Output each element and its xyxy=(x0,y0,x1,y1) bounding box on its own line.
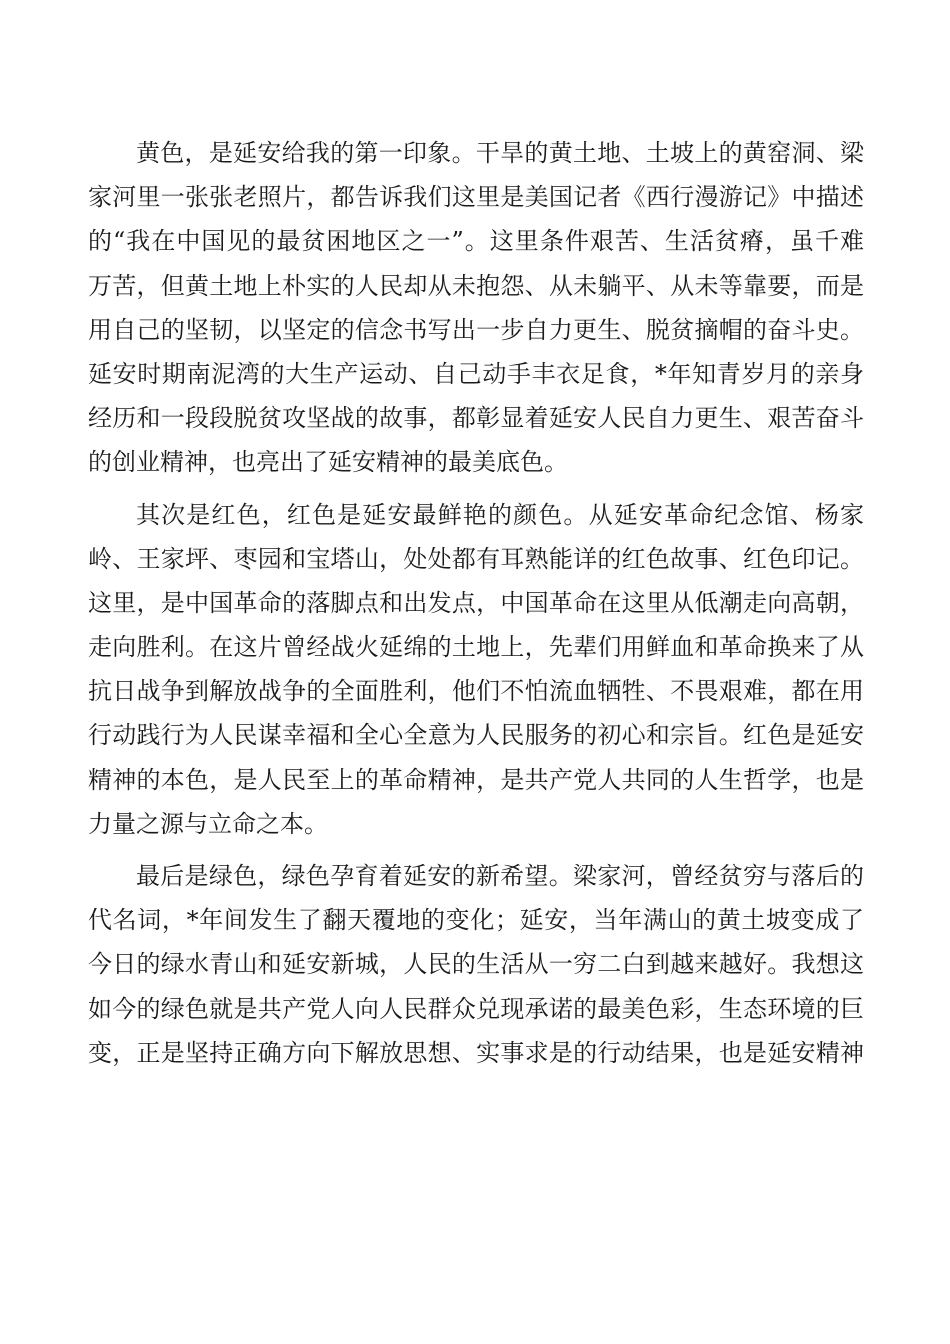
paragraph-line: 如今的绿色就是共产党人向人民群众兑现承诺的最美色彩，生态环境的巨 xyxy=(88,994,864,1023)
paragraph-line: 家河里一张张老照片，都告诉我们这里是美国记者《西行漫游记》中描述 xyxy=(88,183,864,212)
paragraph-green xyxy=(88,854,864,1075)
paragraph-line: 行动践行为人民谋幸福和全心全意为人民服务的初心和宗旨。红色是延安 xyxy=(88,721,864,750)
paragraph-line: 抗日战争到解放战争的全面胜利，他们不怕流血牺牲、不畏艰难，都在用 xyxy=(88,677,864,706)
paragraph-red xyxy=(88,493,864,847)
paragraph-line: 延安时期南泥湾的大生产运动、自己动手丰衣足食，*年知青岁月的亲身 xyxy=(88,359,864,388)
paragraph-line: 万苦，但黄土地上朴实的人民却从未抱怨、从未躺平、从未等靠要，而是 xyxy=(88,271,864,300)
paragraph-yellow xyxy=(88,131,864,485)
paragraph-line: 其次是红色，红色是延安最鲜艳的颜色。从延安革命纪念馆、杨家 xyxy=(136,500,864,529)
paragraph-line: 今日的绿水青山和延安新城，人民的生活从一穷二白到越来越好。我想这 xyxy=(88,950,864,979)
paragraph-line: 岭、王家坪、枣园和宝塔山，处处都有耳熟能详的红色故事、红色印记。 xyxy=(88,544,864,573)
paragraph-line: 变，正是坚持正确方向下解放思想、实事求是的行动结果，也是延安精神 xyxy=(88,1038,864,1067)
paragraph-line: 经历和一段段脱贫攻坚战的故事，都彰显着延安人民自力更生、艰苦奋斗 xyxy=(88,404,864,433)
paragraph-spacer xyxy=(88,485,864,493)
paragraph-line: 精神的本色，是人民至上的革命精神，是共产党人共同的人生哲学，也是 xyxy=(88,765,864,794)
paragraph-line: 的创业精神，也亮出了延安精神的最美底色。 xyxy=(88,448,568,477)
paragraph-line: 最后是绿色，绿色孕育着延安的新希望。梁家河，曾经贫穷与落后的 xyxy=(136,862,864,890)
paragraph-line: 走向胜利。在这片曾经战火延绵的土地上，先辈们用鲜血和革命换来了从 xyxy=(88,633,864,662)
paragraph-line: 用自己的坚韧，以坚定的信念书写出一步自力更生、脱贫摘帽的奋斗史。 xyxy=(88,315,864,344)
paragraph-line: 的“我在中国见的最贫困地区之一”。这里条件艰苦、生活贫瘠，虽千难 xyxy=(88,227,864,256)
paragraph-spacer xyxy=(88,846,864,854)
paragraph-line: 代名词，*年间发生了翻天覆地的变化；延安，当年满山的黄土坡变成了 xyxy=(88,906,864,935)
paragraph-line: 这里，是中国革命的落脚点和出发点，中国革命在这里从低潮走向高朝， xyxy=(88,588,864,617)
paragraph-line: 力量之源与立命之本。 xyxy=(88,809,328,838)
document-body xyxy=(88,131,864,1075)
paragraph-line: 黄色，是延安给我的第一印象。干旱的黄土地、土坡上的黄窑洞、梁 xyxy=(136,139,864,167)
